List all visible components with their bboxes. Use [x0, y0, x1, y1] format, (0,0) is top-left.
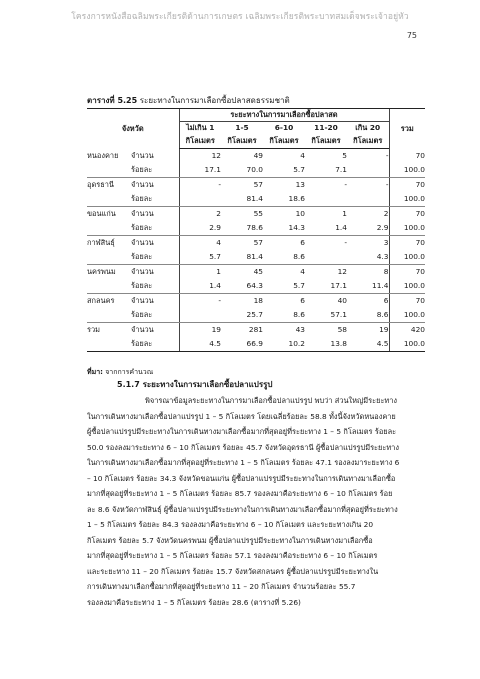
province-cell: กาฬสินธุ์ — [87, 238, 115, 247]
row-kind-count: จำนวน — [131, 238, 154, 247]
count-cell: 1 — [342, 209, 347, 218]
col-header-distance-unit: กิโลเมตร — [305, 134, 347, 149]
section-heading: 5.1.7 ระยะทางในการมาเลือกซื้อปลาแปรรูป — [117, 380, 273, 389]
table-row-percent — [87, 250, 425, 265]
count-cell: 43 — [295, 325, 305, 334]
col-header-distance-unit: กิโลเมตร — [347, 134, 389, 149]
count-cell: 40 — [337, 296, 347, 305]
count-cell: 57 — [253, 180, 263, 189]
province-cell-empty — [87, 221, 131, 236]
percent-cell: 11.4 — [347, 279, 389, 294]
col-header-distance-range: 1-5 — [235, 123, 249, 132]
province-cell-empty — [87, 250, 131, 265]
total-percent-cell: 100.0 — [389, 337, 425, 352]
row-kind-percent: ร้อยละ — [131, 163, 179, 178]
count-cell: - — [385, 180, 389, 189]
total-percent-cell: 100.0 — [389, 192, 425, 207]
table-row-count — [87, 294, 425, 309]
count-cell: 5 — [342, 151, 347, 160]
count-cell: 281 — [248, 325, 263, 334]
percent-cell — [179, 308, 221, 323]
percent-cell — [347, 192, 389, 207]
paragraph-line: มากที่สุดอยู่ที่ระยะทาง 1 – 5 กิโลเมตร ร้อยละ 57.1 รองลงมาคือระยะทาง 6 – 10 กิโลเมตร — [87, 551, 378, 560]
percent-cell: 2.9 — [347, 221, 389, 236]
province-cell: อุดรธานี — [87, 180, 114, 189]
col-header-province: จังหวัด — [87, 109, 179, 149]
row-kind-count: จำนวน — [131, 150, 154, 160]
table-row-count — [87, 323, 425, 338]
row-kind-percent: ร้อยละ — [131, 279, 179, 294]
percent-cell: 78.6 — [221, 221, 263, 236]
paragraph-line: มากที่สุดอยู่ที่ระยะทาง 1 – 5 กิโลเมตร ร้อยละ 85.7 รองลงมาคือระยะทาง 6 – 10 กิโลเมตร ร้อย — [87, 489, 393, 498]
percent-cell: 8.6 — [263, 250, 305, 265]
paragraph-line: กิโลเมตร ร้อยละ 5.7 จังหวัดนครพนม ผู้ซื้อปลาแปรรูปมีระยะทางในการเดินทางมาเลือกซื้อ — [87, 535, 373, 545]
row-kind-percent: ร้อยละ — [131, 308, 179, 323]
table-source — [87, 367, 153, 378]
total-count-cell: 70 — [389, 207, 425, 222]
percent-cell: 4.3 — [347, 250, 389, 265]
percent-cell: 4.5 — [347, 337, 389, 352]
table-row-percent — [87, 337, 425, 352]
row-kind-count: จำนวน — [131, 296, 154, 305]
count-cell: 3 — [383, 238, 389, 247]
percent-cell: 18.6 — [263, 192, 305, 207]
total-count-cell: 70 — [389, 265, 425, 280]
count-cell: 55 — [253, 209, 263, 218]
total-count-cell: 420 — [389, 323, 425, 338]
percent-cell: 7.1 — [305, 163, 347, 178]
count-cell: 45 — [253, 267, 263, 276]
percent-cell: 10.2 — [263, 337, 305, 352]
percent-cell: 66.9 — [221, 337, 263, 352]
count-cell: 10 — [295, 209, 305, 218]
row-kind-percent: ร้อยละ — [131, 337, 179, 352]
row-kind-count: จำนวน — [131, 180, 154, 189]
count-cell: 4 — [300, 267, 305, 276]
col-header-distance-range: เกิน 20 — [355, 123, 381, 132]
percent-cell: 81.4 — [221, 192, 263, 207]
paragraph-line: ในการเดินทางมาเลือกซื้อปลาแปรรูป 1 – 5 กิโลเมตร โดยเฉลี่ยร้อยละ 58.8 ทั้งนี้จังหวัดหนองคาย — [87, 411, 396, 421]
percent-cell: 5.7 — [179, 250, 221, 265]
count-cell: 6 — [300, 238, 305, 247]
paragraph-line: 50.0 รองลงมาระยะทาง 6 – 10 กิโลเมตร ร้อยละ 45.7 จังหวัดอุดรธานี ผู้ซื้อปลาแปรรูปมีระยะทาง — [87, 442, 399, 452]
col-header-distance-range: ไม่เกิน 1 — [179, 122, 221, 135]
count-cell: 19 — [379, 325, 389, 334]
province-cell: สกลนคร — [87, 296, 115, 305]
percent-cell: 13.8 — [305, 337, 347, 352]
percent-cell: 14.3 — [263, 221, 305, 236]
paragraph-line: พิจารณาข้อมูลระยะทางในการมาเลือกซื้อปลาแปรรูป พบว่า ส่วนใหญ่มีระยะทาง — [145, 396, 398, 405]
count-cell: - — [344, 180, 347, 189]
col-header-distance-range: 11-20 — [314, 123, 338, 132]
paragraph-line: 1 – 5 กิโลเมตร ร้อยละ 84.3 รองลงมาคือระยะทาง 6 – 10 กิโลเมตร และระยะทางเกิน 20 — [87, 520, 374, 529]
count-cell: 2 — [179, 207, 221, 222]
paragraph-line: ผู้ซื้อปลาแปรรูปมีระยะทางในการเดินทางมาเลือกซื้อมากที่สุดอยู่ที่ระยะทาง 1 – 5 กิโลเมตร ร้อยละ — [87, 427, 397, 436]
col-header-total: รวม — [389, 109, 425, 149]
table-row-count — [87, 149, 425, 164]
count-cell: 6 — [383, 296, 389, 305]
total-count-cell: 70 — [389, 294, 425, 309]
province-cell: หนองคาย — [87, 150, 119, 160]
section-paragraph — [87, 393, 427, 610]
table-row-count — [87, 265, 425, 280]
percent-cell: 2.9 — [179, 221, 221, 236]
percent-cell: 8.6 — [263, 308, 305, 323]
province-cell: รวม — [87, 325, 100, 334]
percent-cell — [179, 192, 221, 207]
row-kind-percent: ร้อยละ — [131, 192, 179, 207]
paragraph-line: – 10 กิโลเมตร ร้อยละ 34.3 จังหวัดขอนแก่น ผู้ซื้อปลาแปรรูปมีระยะทางในการเดินทางมาเลือกซื้อ — [87, 473, 396, 483]
percent-cell: 81.4 — [221, 250, 263, 265]
province-cell-empty — [87, 279, 131, 294]
percent-cell — [347, 163, 389, 178]
total-percent-cell: 100.0 — [389, 221, 425, 236]
col-header-distance-unit: กิโลเมตร — [221, 134, 263, 149]
percent-cell: 25.7 — [221, 308, 263, 323]
percent-cell: 1.4 — [179, 279, 221, 294]
count-cell: 4 — [179, 236, 221, 251]
province-cell-empty — [87, 308, 131, 323]
count-cell: - — [179, 178, 221, 193]
total-percent-cell: 100.0 — [389, 250, 425, 265]
province-cell-empty — [87, 337, 131, 352]
province-cell-empty — [87, 192, 131, 207]
percent-cell: 17.1 — [305, 279, 347, 294]
percent-cell: 4.5 — [179, 337, 221, 352]
paragraph-line: และระยะทาง 11 – 20 กิโลเมตร ร้อยละ 15.7 จังหวัดสกลนคร ผู้ซื้อปลาแปรรูปมีระยะทางใน — [87, 566, 379, 576]
count-cell: 4 — [300, 151, 305, 160]
count-cell: 12 — [179, 149, 221, 164]
count-cell: - — [385, 151, 389, 160]
count-cell: 19 — [179, 323, 221, 338]
percent-cell: 1.4 — [305, 221, 347, 236]
percent-cell — [305, 192, 347, 207]
table-row-count — [87, 236, 425, 251]
count-cell: 57 — [253, 238, 263, 247]
total-percent-cell: 100.0 — [389, 163, 425, 178]
count-cell: - — [179, 294, 221, 309]
count-cell: 12 — [337, 267, 347, 276]
distance-table — [87, 108, 425, 352]
row-kind-count: จำนวน — [131, 209, 154, 218]
province-cell-empty — [87, 163, 131, 178]
source-label: ที่มา: — [87, 368, 103, 376]
count-cell: 58 — [337, 325, 347, 334]
percent-cell: 70.0 — [221, 163, 263, 178]
source-text: จากการคำนวณ — [105, 368, 154, 376]
row-kind-count: จำนวน — [131, 267, 154, 276]
page-number: 75 — [406, 31, 417, 40]
percent-cell: 5.7 — [263, 279, 305, 294]
paragraph-line: ละ 8.6 จังหวัดกาฬสินธุ์ ผู้ซื้อปลาแปรรูปมีระยะทางในการเดินทางมาเลือกซื้อมากที่สุดอยู่ที่ระยะทาง — [87, 504, 398, 514]
paragraph-line: ในการเดินทางมาเลือกซื้อมากที่สุดอยู่ที่ระยะทาง 1 – 5 กิโลเมตร ร้อยละ 47.1 รองลงมาระยะทาง 6 — [87, 458, 400, 467]
table-row-percent — [87, 279, 425, 294]
caption-label: ตารางที่ 5.25 — [87, 96, 138, 105]
total-percent-cell: 100.0 — [389, 279, 425, 294]
table-row-count — [87, 207, 425, 222]
province-cell: ขอนแก่น — [87, 209, 116, 218]
paragraph-line: การเดินทางมาเลือกซื้อมากที่สุดอยู่ที่ระยะทาง 11 – 20 กิโลเมตร จำนวนร้อยละ 55.7 — [87, 582, 356, 591]
total-count-cell: 70 — [389, 149, 425, 164]
caption-text: ระยะทางในการมาเลือกซื้อปลาสดธรรมชาติ — [139, 96, 290, 105]
percent-cell: 57.1 — [305, 308, 347, 323]
percent-cell: 64.3 — [221, 279, 263, 294]
count-cell: 6 — [300, 296, 305, 305]
table-row-percent — [87, 221, 425, 236]
count-cell: - — [344, 238, 347, 247]
col-header-distance-group: ระยะทางในการมาเลือกซื้อปลาสด — [179, 109, 389, 122]
row-kind-percent: ร้อยละ — [131, 250, 179, 265]
percent-cell: 8.6 — [347, 308, 389, 323]
percent-cell: 5.7 — [263, 163, 305, 178]
col-header-distance-unit: กิโลเมตร — [263, 134, 305, 149]
count-cell: 8 — [383, 267, 389, 276]
row-kind-percent: ร้อยละ — [131, 221, 179, 236]
count-cell: 18 — [253, 296, 263, 305]
percent-cell: 17.1 — [179, 163, 221, 178]
table-row-percent — [87, 192, 425, 207]
province-cell: นครพนม — [87, 267, 116, 276]
running-header: โครงการหนังสือฉลิมพระเกียรติด้านการเกษตร เฉลิมพระเกียรติพระบาทสมเด็จพระเจ้าอยู่หัว — [71, 12, 409, 22]
count-cell: 49 — [253, 151, 263, 160]
total-count-cell: 70 — [389, 178, 425, 193]
table-row-percent — [87, 308, 425, 323]
count-cell: 1 — [179, 265, 221, 280]
paragraph-line: รองลงมาคือระยะทาง 1 – 5 กิโลเมตร ร้อยละ 28.6 (ตารางที่ 5.26) — [87, 597, 301, 607]
row-kind-count: จำนวน — [131, 325, 154, 334]
col-header-distance-range: 6-10 — [274, 123, 294, 132]
table-row-count — [87, 178, 425, 193]
col-header-distance-unit: กิโลเมตร — [179, 134, 221, 149]
total-percent-cell: 100.0 — [389, 308, 425, 323]
table-caption — [87, 94, 290, 107]
count-cell: 2 — [383, 209, 389, 218]
percent-cell — [305, 250, 347, 265]
count-cell: 13 — [295, 180, 305, 189]
total-count-cell: 70 — [389, 236, 425, 251]
table-row-percent — [87, 163, 425, 178]
